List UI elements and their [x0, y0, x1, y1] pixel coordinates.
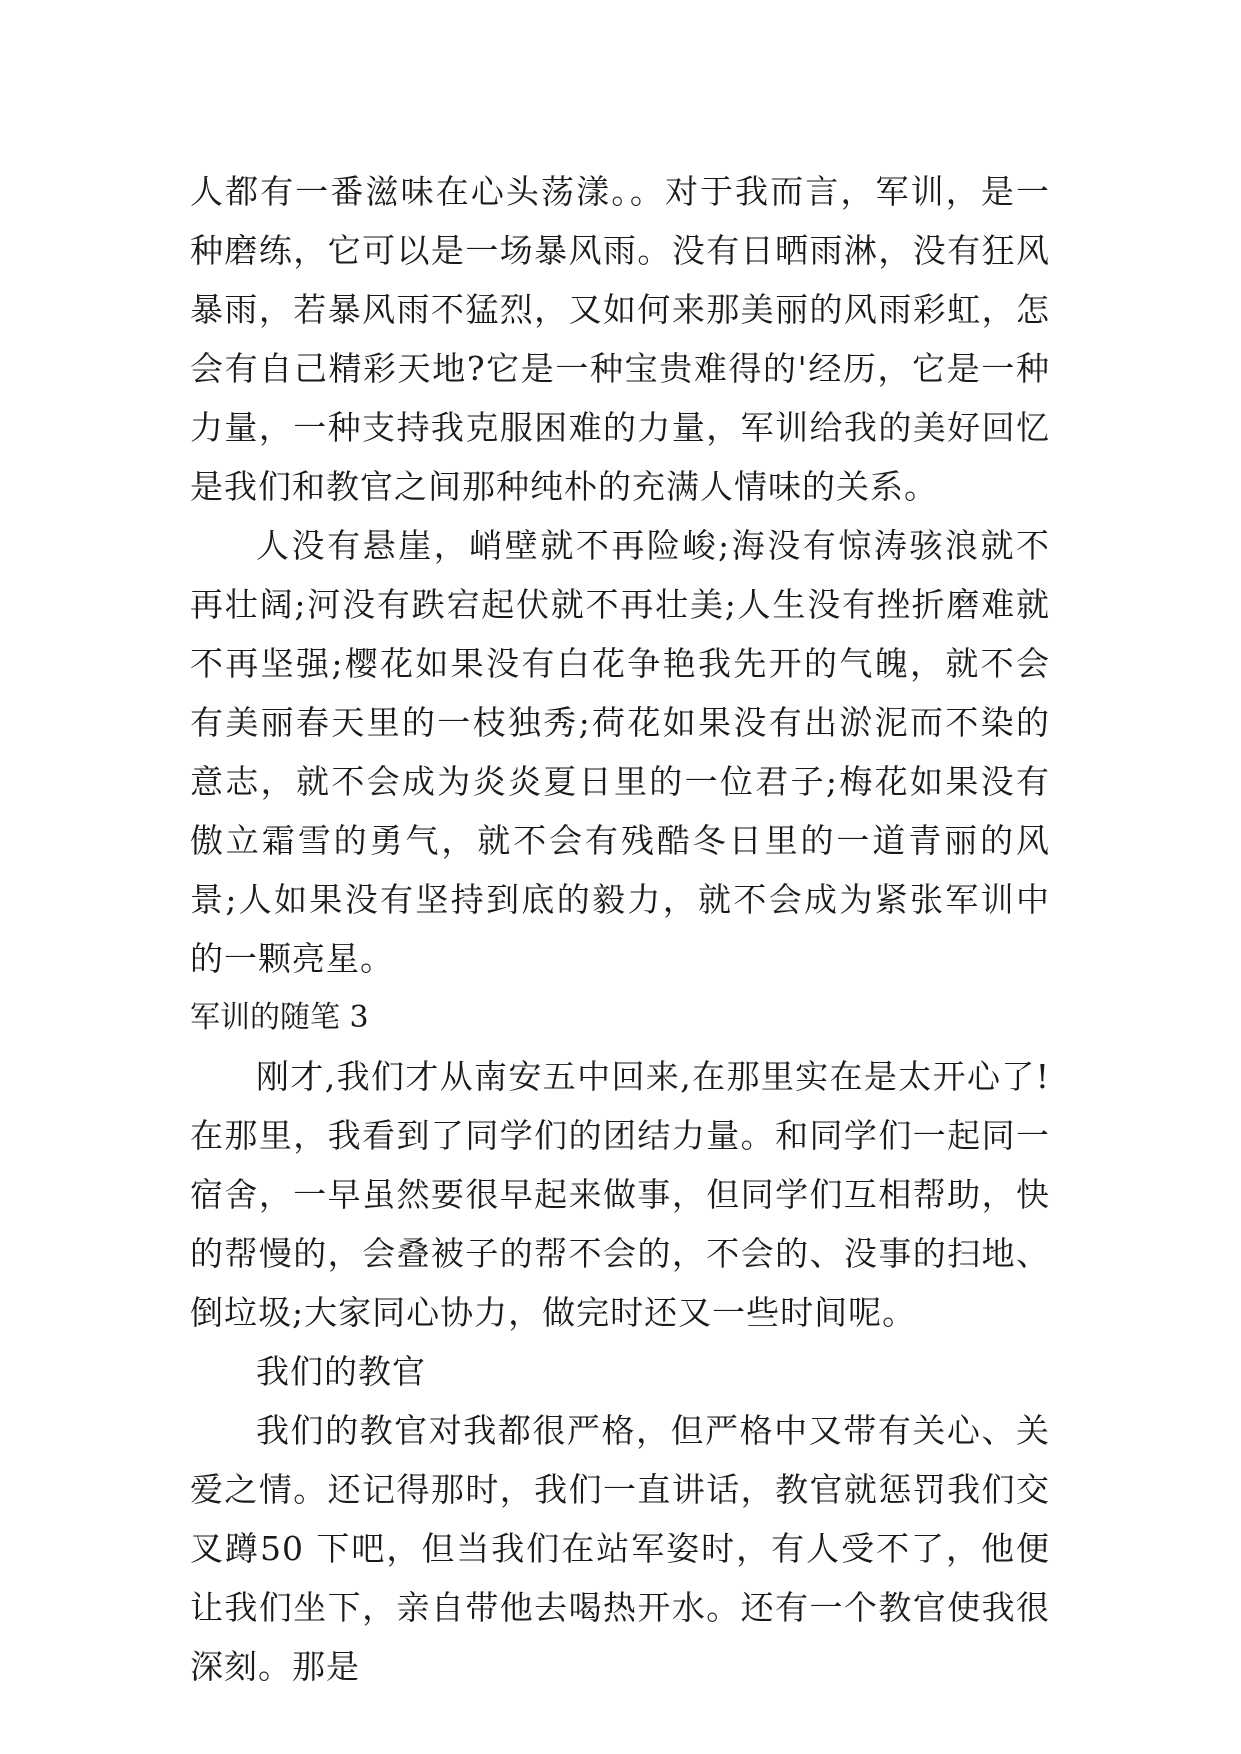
- paragraph-subheading: 我们的教官: [256, 1352, 426, 1391]
- paragraph-1: 人都有一番滋味在心头荡漾。。对于我而言，军训，是一种磨练，它可以是一场暴风雨。没有日晒雨淋，没有狂风暴雨，若暴风雨不猛烈，又如何来那美丽的风雨彩虹，怎会有自己精彩天地?它是一种宝贵难得的'经历，它是一种力量，一种支持我克服困难的力量，军训给我的美好回忆是我们和教官之间那种纯朴的充满人情味的关系。: [190, 172, 1050, 506]
- paragraph-5: 我们的教官对我都很严格，但严格中又带有关心、关爱之情。还记得那时，我们一直讲话，教官就惩罚我们交叉蹲50 下吧，但当我们在站军姿时，有人受不了，他便让我们坐下，亲自带他去喝热开水。还有一个教官使我很深刻。那是: [190, 1411, 1050, 1686]
- paragraph-3: 刚才,我们才从南安五中回来,在那里实在是太开心了!在那里，我看到了同学们的团结力量。和同学们一起同一宿舍，一早虽然要很早起来做事，但同学们互相帮助，快的帮慢的，会叠被子的帮不会的，不会的、没事的扫地、倒垃圾;大家同心协力，做完时还又一些时间呢。: [190, 1057, 1050, 1332]
- section-heading: 军训的随笔 3: [190, 1000, 369, 1035]
- document-body: [190, 162, 1050, 1696]
- paragraph-2: 人没有悬崖，峭壁就不再险峻;海没有惊涛骇浪就不再壮阔;河没有跌宕起伏就不再壮美;人生没有挫折磨难就不再坚强;樱花如果没有白花争艳我先开的气魄，就不会有美丽春天里的一枝独秀;荷花如果没有出淤泥而不染的意志，就不会成为炎炎夏日里的一位君子;梅花如果没有傲立霜雪的勇气，就不会有残酷冬日里的一道青丽的风景;人如果没有坚持到底的毅力，就不会成为紧张军训中的一颗亮星。: [190, 526, 1050, 978]
